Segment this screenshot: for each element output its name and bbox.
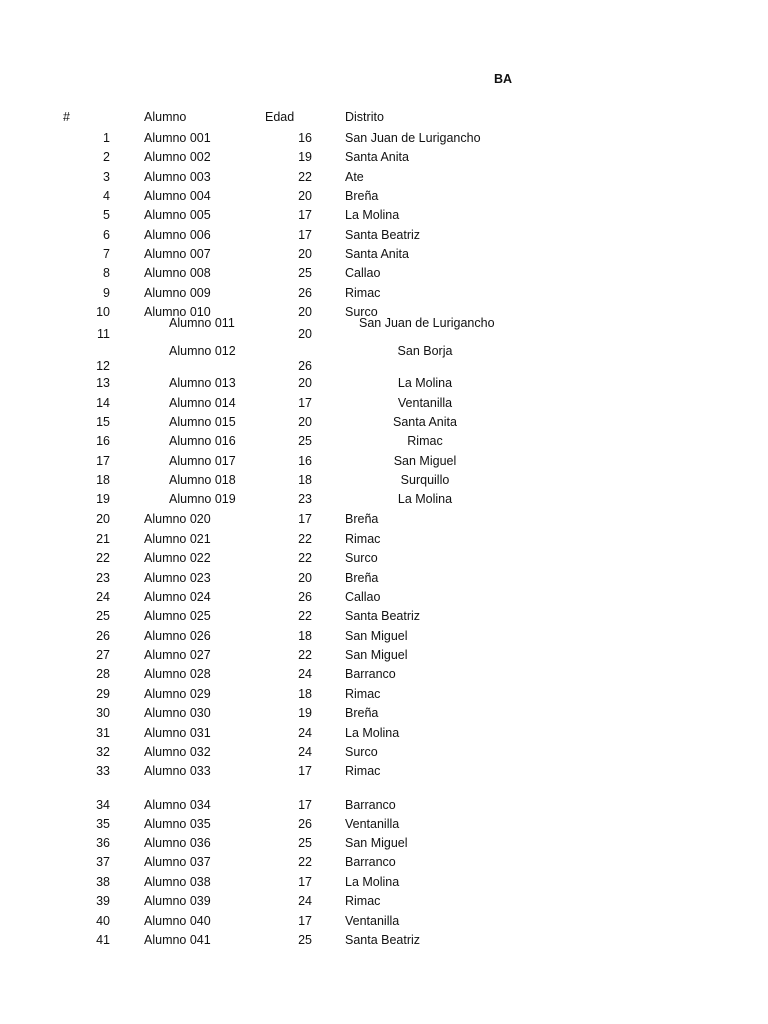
alumno-cell: Alumno 004: [144, 189, 211, 203]
edad-cell: 17: [298, 208, 312, 222]
table-row: [0, 685, 768, 703]
distrito-cell: Surco: [345, 745, 378, 759]
row-number-cell: 33: [96, 764, 110, 778]
alumno-cell: Alumno 007: [144, 247, 211, 261]
edad-cell: 18: [298, 629, 312, 643]
distrito-cell: La Molina: [345, 208, 400, 222]
table-row: [0, 452, 768, 470]
row-number-cell: 36: [96, 836, 110, 850]
edad-cell: 19: [298, 706, 312, 720]
row-number-cell: 6: [103, 228, 110, 242]
alumno-cell: Alumno 020: [144, 512, 211, 526]
table-row: [0, 374, 768, 392]
edad-cell: 25: [298, 836, 312, 850]
edad-cell: 20: [298, 571, 312, 585]
alumno-cell: Alumno 030: [144, 706, 211, 720]
row-number-cell: 37: [96, 855, 110, 869]
table-row: [0, 724, 768, 742]
distrito-cell: Breña: [345, 512, 379, 526]
distrito-cell: La Molina: [345, 726, 400, 740]
row-number-cell: 7: [103, 247, 110, 261]
alumno-cell: Alumno 011: [169, 316, 235, 330]
row-number-cell: 17: [96, 454, 110, 468]
row-number-cell: 31: [96, 726, 110, 740]
alumno-cell: Alumno 019: [169, 492, 236, 506]
table-row: [0, 665, 768, 683]
edad-cell: 20: [298, 247, 312, 261]
table-row: [0, 646, 768, 664]
table-row: [0, 853, 768, 871]
table-row: [0, 344, 768, 373]
alumno-cell: Alumno 022: [144, 551, 211, 565]
alumno-cell: Alumno 010: [144, 305, 211, 319]
distrito-cell: Santa Anita: [393, 415, 457, 429]
table-row: [0, 168, 768, 186]
row-number-cell: 15: [96, 415, 110, 429]
table-row: [0, 413, 768, 431]
edad-cell: 24: [298, 745, 312, 759]
table-row: [0, 607, 768, 625]
edad-cell: 18: [298, 687, 312, 701]
table-row: [0, 284, 768, 302]
distrito-cell: San Borja: [397, 344, 453, 358]
distrito-cell: San Miguel: [345, 629, 408, 643]
column-header-alumno: Alumno: [144, 110, 187, 124]
row-number-cell: 21: [96, 532, 110, 546]
alumno-cell: Alumno 006: [144, 228, 211, 242]
row-number-cell: 14: [96, 396, 110, 410]
column-header-edad: Edad: [265, 110, 295, 124]
edad-cell: 22: [298, 609, 312, 623]
edad-cell: 19: [298, 150, 312, 164]
edad-cell: 25: [298, 434, 312, 448]
edad-cell: 26: [298, 286, 312, 300]
row-number-cell: 13: [96, 376, 110, 390]
column-header-num: #: [63, 110, 70, 124]
table-row: [0, 892, 768, 910]
row-number-cell: 35: [96, 817, 110, 831]
edad-cell: 23: [298, 492, 312, 506]
edad-cell: 20: [298, 305, 312, 319]
distrito-cell: Santa Anita: [345, 150, 409, 164]
table-row: [0, 432, 768, 450]
row-number-cell: 18: [96, 473, 110, 487]
row-number-cell: 8: [103, 266, 110, 280]
table-row: [0, 762, 768, 780]
distrito-cell: Rimac: [407, 434, 443, 448]
distrito-cell: Breña: [345, 706, 379, 720]
row-number-cell: 20: [96, 512, 110, 526]
edad-cell: 18: [298, 473, 312, 487]
alumno-cell: Alumno 027: [144, 648, 211, 662]
edad-cell: 24: [298, 894, 312, 908]
table-row: [0, 912, 768, 930]
edad-cell: 25: [298, 933, 312, 947]
alumno-cell: Alumno 001: [144, 131, 211, 145]
alumno-cell: Alumno 038: [144, 875, 211, 889]
distrito-cell: Rimac: [345, 687, 381, 701]
table-row: [0, 316, 768, 341]
distrito-cell: La Molina: [397, 376, 453, 390]
alumno-cell: Alumno 005: [144, 208, 211, 222]
edad-cell: 16: [298, 454, 312, 468]
alumno-cell: Alumno 018: [169, 473, 236, 487]
edad-cell: 17: [298, 228, 312, 242]
distrito-cell: Santa Anita: [345, 247, 409, 261]
alumno-cell: Alumno 013: [169, 376, 236, 390]
page-title-fragment: BA: [494, 72, 513, 86]
table-row: [0, 627, 768, 645]
table-row: [0, 148, 768, 166]
distrito-cell: Surquillo: [400, 473, 450, 487]
edad-cell: 26: [298, 590, 312, 604]
table-row: [0, 394, 768, 412]
alumno-cell: Alumno 016: [169, 434, 236, 448]
edad-cell: 20: [298, 376, 312, 390]
row-number-cell: 32: [96, 745, 110, 759]
row-number-cell: 2: [103, 150, 110, 164]
table-row: [0, 245, 768, 263]
distrito-cell: Surco: [345, 305, 378, 319]
alumno-cell: Alumno 023: [144, 571, 211, 585]
distrito-cell: Surco: [345, 551, 378, 565]
edad-cell: 17: [298, 396, 312, 410]
edad-cell: 24: [298, 726, 312, 740]
edad-cell: 17: [298, 875, 312, 889]
alumno-cell: Alumno 032: [144, 745, 211, 759]
row-number-cell: 19: [96, 492, 110, 506]
alumno-cell: Alumno 031: [144, 726, 211, 740]
alumno-cell: Alumno 015: [169, 415, 236, 429]
distrito-cell: La Molina: [397, 492, 453, 506]
alumno-cell: Alumno 014: [169, 396, 236, 410]
table-row: [0, 834, 768, 852]
alumno-cell: Alumno 002: [144, 150, 211, 164]
edad-cell: 22: [298, 648, 312, 662]
alumno-cell: Alumno 041: [144, 933, 211, 947]
edad-cell: 17: [298, 764, 312, 778]
table-row: [0, 549, 768, 567]
distrito-cell: Barranco: [345, 855, 396, 869]
row-number-cell: 5: [103, 208, 110, 222]
edad-cell: 16: [298, 131, 312, 145]
edad-cell: 20: [298, 189, 312, 203]
alumno-cell: Alumno 024: [144, 590, 211, 604]
alumno-cell: Alumno 039: [144, 894, 211, 908]
table-row: [0, 510, 768, 528]
row-number-cell: 16: [96, 434, 110, 448]
table-row: [0, 796, 768, 814]
distrito-cell: Santa Beatriz: [345, 228, 421, 242]
alumno-cell: Alumno 033: [144, 764, 211, 778]
distrito-cell: San Juan de Lurigancho: [359, 316, 495, 330]
row-number-cell: 23: [96, 571, 110, 585]
distrito-cell: Rimac: [345, 286, 381, 300]
alumno-cell: Alumno 008: [144, 266, 211, 280]
row-number-cell: 4: [103, 189, 110, 203]
table-row: [0, 471, 768, 489]
edad-cell: 22: [298, 170, 312, 184]
table-row: [0, 588, 768, 606]
row-number-cell: 26: [96, 629, 110, 643]
row-number-cell: 38: [96, 875, 110, 889]
edad-cell: 26: [298, 817, 312, 831]
column-header-distrito: Distrito: [345, 110, 384, 124]
distrito-cell: Callao: [345, 266, 381, 280]
alumno-cell: Alumno 026: [144, 629, 211, 643]
row-number-cell: 34: [96, 798, 110, 812]
table-row: [0, 206, 768, 224]
alumno-cell: Alumno 035: [144, 817, 211, 831]
edad-cell: 17: [298, 512, 312, 526]
distrito-cell: Ventanilla: [345, 817, 400, 831]
alumno-cell: Alumno 034: [144, 798, 211, 812]
distrito-cell: Rimac: [345, 764, 381, 778]
table-row: [0, 490, 768, 508]
distrito-cell: Ventanilla: [345, 914, 400, 928]
distrito-cell: San Miguel: [345, 836, 408, 850]
distrito-cell: Rimac: [345, 894, 381, 908]
table-row: [0, 569, 768, 587]
table-row: [0, 815, 768, 833]
row-number-cell: 27: [96, 648, 110, 662]
alumno-cell: Alumno 036: [144, 836, 211, 850]
row-number-cell: 11: [97, 327, 110, 341]
distrito-cell: San Miguel: [393, 454, 457, 468]
distrito-cell: Barranco: [345, 667, 396, 681]
edad-cell: 20: [298, 327, 312, 341]
row-number-cell: 3: [103, 170, 110, 184]
row-number-cell: 1: [103, 131, 110, 145]
row-number-cell: 25: [96, 609, 110, 623]
edad-cell: 22: [298, 855, 312, 869]
distrito-cell: Santa Beatriz: [345, 933, 421, 947]
distrito-cell: Callao: [345, 590, 381, 604]
row-number-cell: 28: [96, 667, 110, 681]
edad-cell: 20: [298, 415, 312, 429]
edad-cell: 25: [298, 266, 312, 280]
distrito-cell: Breña: [345, 571, 379, 585]
row-number-cell: 40: [96, 914, 110, 928]
edad-cell: 24: [298, 667, 312, 681]
distrito-cell: San Miguel: [345, 648, 408, 662]
row-number-cell: 41: [96, 933, 110, 947]
edad-cell: 26: [298, 359, 312, 373]
alumno-cell: Alumno 025: [144, 609, 211, 623]
distrito-cell: Santa Beatriz: [345, 609, 421, 623]
distrito-cell: Ventanilla: [397, 396, 453, 410]
alumno-cell: Alumno 029: [144, 687, 211, 701]
distrito-cell: Barranco: [345, 798, 396, 812]
table-row: [0, 187, 768, 205]
edad-cell: 22: [298, 551, 312, 565]
alumno-cell: Alumno 028: [144, 667, 211, 681]
distrito-cell: Rimac: [345, 532, 381, 546]
row-number-cell: 22: [96, 551, 110, 565]
alumno-cell: Alumno 009: [144, 286, 211, 300]
table-row: [0, 264, 768, 282]
edad-cell: 22: [298, 532, 312, 546]
edad-cell: 17: [298, 798, 312, 812]
row-number-cell: 9: [103, 286, 110, 300]
alumno-cell: Alumno 040: [144, 914, 211, 928]
distrito-cell: La Molina: [345, 875, 400, 889]
alumno-cell: Alumno 037: [144, 855, 211, 869]
table-row: [0, 743, 768, 761]
table-row: [0, 931, 768, 949]
distrito-cell: Ate: [345, 170, 364, 184]
table-row: [0, 129, 768, 147]
table-row: [0, 704, 768, 722]
row-number-cell: 29: [96, 687, 110, 701]
alumno-cell: Alumno 021: [144, 532, 211, 546]
table-row: [0, 530, 768, 548]
alumno-cell: Alumno 017: [169, 454, 236, 468]
row-number-cell: 39: [96, 894, 110, 908]
table-row: [0, 226, 768, 244]
alumno-cell: Alumno 003: [144, 170, 211, 184]
row-number-cell: 12: [96, 359, 110, 373]
row-number-cell: 10: [96, 305, 110, 319]
alumno-cell: Alumno 012: [169, 344, 236, 358]
table-row: [0, 873, 768, 891]
row-number-cell: 24: [96, 590, 110, 604]
distrito-cell: San Juan de Lurigancho: [345, 131, 481, 145]
distrito-cell: Breña: [345, 189, 379, 203]
row-number-cell: 30: [96, 706, 110, 720]
edad-cell: 17: [298, 914, 312, 928]
